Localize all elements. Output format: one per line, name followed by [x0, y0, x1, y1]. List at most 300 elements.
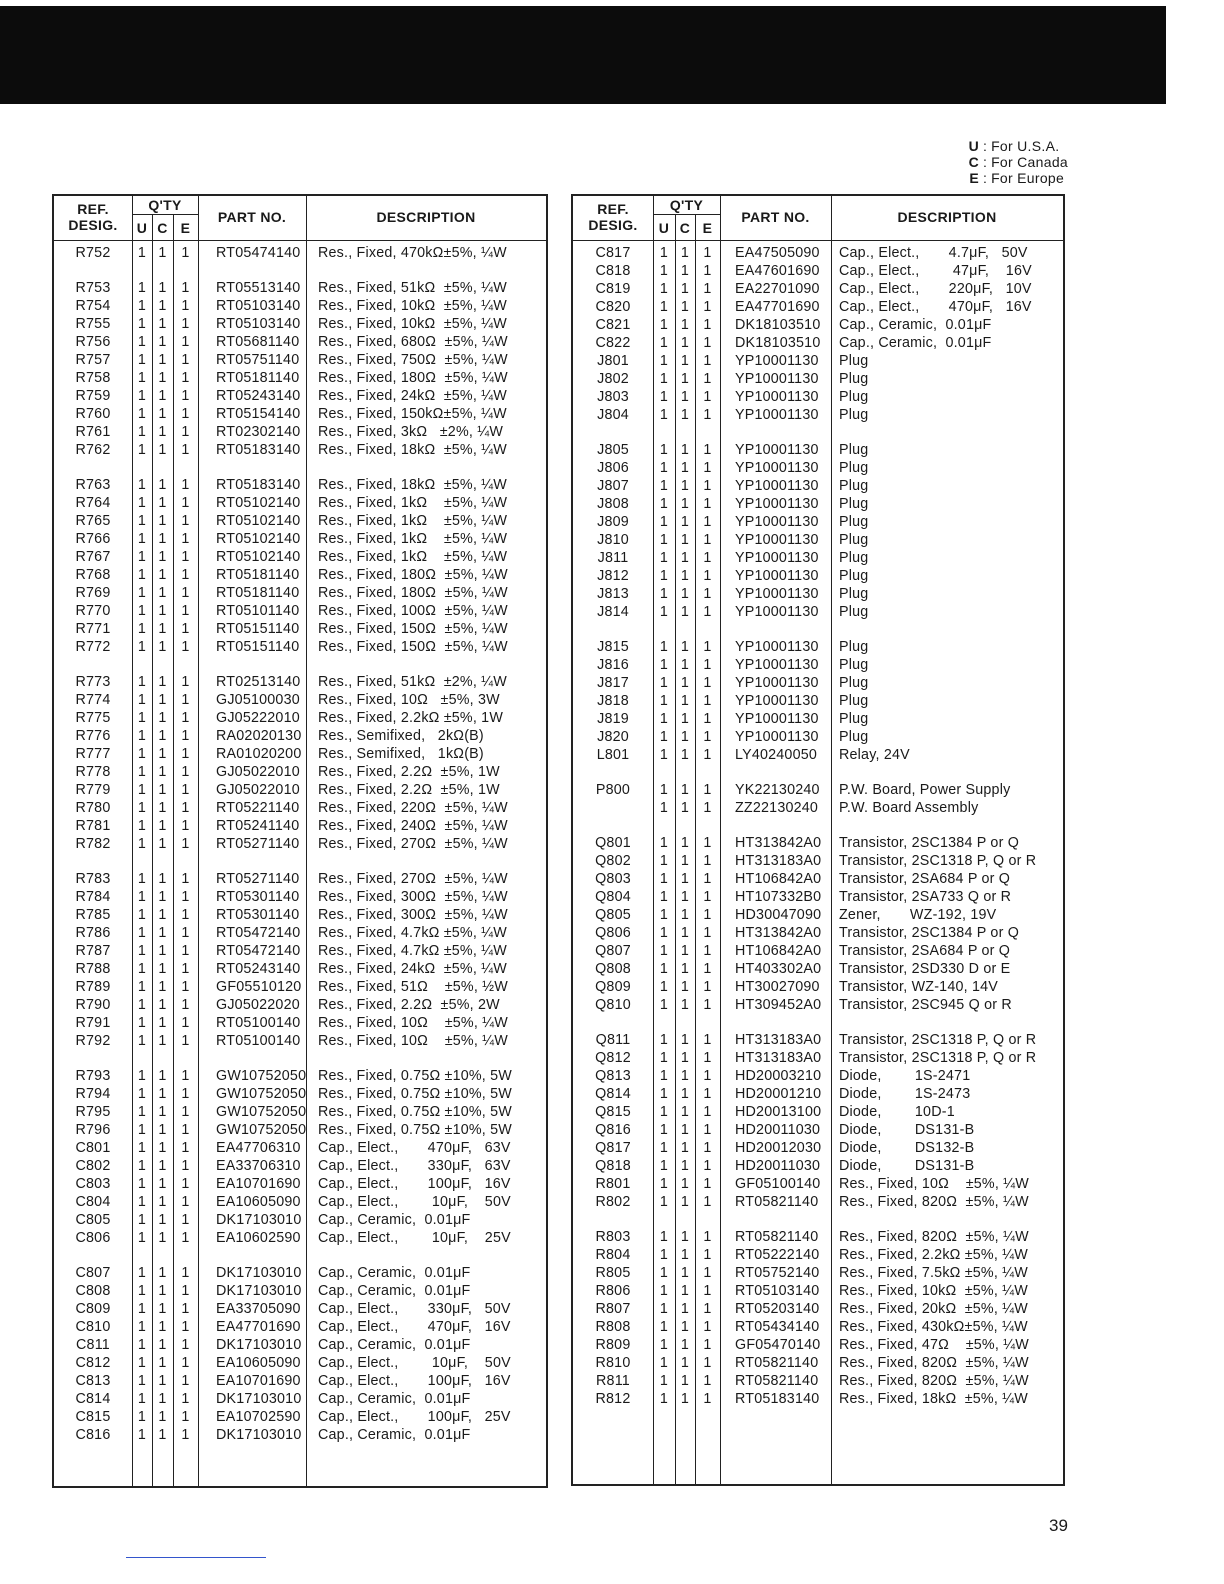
qty-u-cell: 1: [659, 281, 669, 297]
qty-u-cell: 1: [659, 1122, 669, 1138]
qty-e-cell: 1: [703, 245, 712, 261]
qty-c-cell: 1: [680, 1104, 690, 1120]
ref-desig-cell: R781: [75, 818, 111, 834]
qty-u-cell: 1: [137, 567, 147, 583]
description-cell: Res., Fixed, 0.75Ω ±10%, 5W: [318, 1122, 512, 1138]
qty-e-cell: 1: [703, 550, 712, 566]
part-number-cell: DK17103010: [216, 1212, 302, 1228]
table-row: [54, 763, 546, 781]
description-cell: Res., Fixed, 10Ω ±5%, ¼W: [839, 1176, 1029, 1192]
description-header: DESCRIPTION: [897, 209, 997, 225]
table-row: [573, 1300, 1063, 1318]
description-cell: Res., Fixed, 240Ω ±5%, ¼W: [318, 818, 508, 834]
qty-c-cell: 1: [680, 997, 690, 1013]
part-number-cell: RT05100140: [216, 1033, 301, 1049]
description-cell: Plug: [839, 550, 869, 566]
qty-c-cell: 1: [158, 1265, 167, 1281]
description-cell: Res., Fixed, 10Ω ±5%, 3W: [318, 692, 500, 708]
table-row: [573, 781, 1063, 799]
ref-desig-cell: Q815: [595, 1104, 631, 1120]
qty-e-cell: 1: [703, 1086, 712, 1102]
part-number-cell: EA10701690: [216, 1176, 301, 1192]
part-no-header: PART NO.: [217, 209, 287, 225]
qty-e-cell: 1: [703, 281, 712, 297]
qty-c-cell: 1: [158, 352, 167, 368]
ref-desig-cell: R776: [75, 728, 111, 744]
qty-u-cell: 1: [137, 1337, 147, 1353]
qty-u-cell: 1: [659, 657, 669, 673]
ref-desig-cell: J813: [597, 586, 629, 602]
part-number-cell: GJ05022020: [216, 997, 300, 1013]
description-cell: Plug: [839, 675, 869, 691]
qty-u-cell: 1: [659, 961, 669, 977]
description-cell: Cap., Ceramic, 0.01μF: [318, 1265, 471, 1281]
table-row: [573, 1372, 1063, 1390]
qty-u-cell: 1: [137, 513, 147, 529]
part-number-cell: RT05434140: [735, 1319, 820, 1335]
table-row: [54, 745, 546, 763]
ref-desig-cell: J810: [597, 532, 629, 548]
ref-desig-cell: R771: [75, 621, 111, 637]
ref-desig-cell: J805: [597, 442, 629, 458]
qty-u-cell: 1: [659, 1391, 669, 1407]
qty-c-cell: 1: [158, 746, 167, 762]
qty-c-cell: 1: [158, 316, 167, 332]
qty-e-cell: 1: [181, 477, 190, 493]
ref-desig-cell: R786: [75, 925, 111, 941]
part-number-cell: RT05222140: [735, 1247, 820, 1263]
table-row: [54, 1085, 546, 1103]
ref-desig-cell: R774: [75, 692, 111, 708]
table-row: [54, 333, 546, 351]
part-number-cell: RT05102140: [216, 549, 301, 565]
description-cell: Plug: [839, 604, 869, 620]
qty-e-cell: 1: [703, 782, 712, 798]
qty-u-cell: 1: [137, 549, 147, 565]
table-row: [573, 942, 1063, 960]
qty-e-cell: 1: [181, 1409, 190, 1425]
qty-c-cell: 1: [680, 871, 690, 887]
description-cell: Res., Fixed, 180Ω ±5%, ¼W: [318, 567, 508, 583]
qty-e-cell: 1: [181, 424, 190, 440]
description-cell: Res., Fixed, 0.75Ω ±10%, 5W: [318, 1068, 512, 1084]
table-row: [573, 388, 1063, 406]
qty-c-cell: 1: [680, 335, 690, 351]
qty-u-cell: 1: [659, 1301, 669, 1317]
ref-desig-cell: R778: [75, 764, 111, 780]
part-number-cell: LY40240050: [735, 747, 818, 763]
part-number-cell: HT107332B0: [735, 889, 822, 905]
qty-u-cell: 1: [659, 478, 669, 494]
qty-c-cell: 1: [680, 460, 690, 476]
description-cell: Transistor, 2SC1384 P or Q: [839, 835, 1020, 851]
part-number-cell: EA47701690: [735, 299, 820, 315]
table-row: [54, 1372, 546, 1390]
table-row: [54, 476, 546, 494]
table-row: [54, 315, 546, 333]
qty-c-cell: 1: [680, 693, 690, 709]
qty-c-cell: 1: [158, 1373, 167, 1389]
qty-u-cell: 1: [137, 298, 147, 314]
ref-desig-cell: R806: [595, 1283, 631, 1299]
description-cell: Res., Fixed, 1kΩ ±5%, ¼W: [318, 531, 508, 547]
part-number-cell: RT05181140: [216, 370, 300, 386]
ref-desig-cell: Q817: [595, 1140, 631, 1156]
table-row: [573, 1228, 1063, 1246]
ref-desig-cell: J803: [597, 389, 629, 405]
ref-desig-cell: J814: [597, 604, 629, 620]
description-cell: Res., Fixed, 10kΩ ±5%, ¼W: [318, 316, 508, 332]
qty-u-cell: 1: [137, 1194, 147, 1210]
qty-e-cell: 1: [181, 1427, 190, 1443]
part-number-cell: DK17103010: [216, 1337, 302, 1353]
page-number: 39: [1049, 1516, 1068, 1535]
part-number-cell: HT313842A0: [735, 925, 822, 941]
qty-u-cell: 1: [137, 1427, 147, 1443]
qty-e-cell: 1: [703, 1247, 712, 1263]
qty-e-cell: 1: [181, 406, 190, 422]
part-number-cell: RT05243140: [216, 961, 301, 977]
ref-desig-cell: J818: [597, 693, 629, 709]
qty-e-cell: 1: [181, 567, 190, 583]
ref-desig-cell: R764: [75, 495, 111, 511]
ref-desig-header: REF. DESIG.: [588, 201, 638, 233]
table-row: [573, 513, 1063, 531]
qty-e-cell: 1: [181, 1230, 190, 1246]
ref-desig-cell: R759: [75, 388, 111, 404]
qty-u-cell: 1: [137, 674, 147, 690]
qty-header: Q'TY: [148, 197, 182, 213]
qty-c-cell: 1: [680, 1086, 690, 1102]
qty-c-cell: 1: [680, 729, 690, 745]
qty-c-cell: 1: [158, 1355, 167, 1371]
ref-desig-cell: P800: [595, 782, 631, 798]
qty-u-cell: 1: [659, 800, 669, 816]
table-row: [573, 978, 1063, 996]
qty-e-cell: 1: [181, 692, 190, 708]
qty-u-cell: 1: [659, 371, 669, 387]
qty-e-cell: 1: [703, 389, 712, 405]
qty-u-cell: 1: [137, 1265, 147, 1281]
ref-desig-cell: R770: [75, 603, 111, 619]
part-number-cell: HD20001210: [735, 1086, 822, 1102]
legend-row-europe: [965, 170, 1068, 186]
table-row: [573, 477, 1063, 495]
part-number-cell: DK17103010: [216, 1427, 302, 1443]
ref-desig-cell: J807: [597, 478, 629, 494]
table-row: [54, 1318, 546, 1336]
part-number-cell: RT05751140: [216, 352, 300, 368]
qty-e-cell: 1: [181, 997, 190, 1013]
description-cell: Res., Fixed, 430kΩ±5%, ¼W: [839, 1319, 1028, 1335]
description-cell: Transistor, 2SC1384 P or Q: [839, 925, 1020, 941]
qty-e-cell: 1: [181, 1355, 190, 1371]
qty-e-cell: 1: [181, 603, 190, 619]
ref-desig-cell: C804: [75, 1194, 111, 1210]
table-row: [573, 996, 1063, 1014]
table-row: [573, 1067, 1063, 1085]
ref-desig-cell: C821: [595, 317, 631, 333]
part-number-cell: HT313842A0: [735, 835, 822, 851]
qty-e-cell: 1: [181, 1301, 190, 1317]
qty-e-cell: 1: [703, 407, 712, 423]
description-cell: Cap., Elect., 10μF, 50V: [318, 1355, 511, 1371]
qty-u-cell: 1: [659, 1176, 669, 1192]
table-row: [54, 423, 546, 441]
description-cell: Res., Fixed, 150Ω ±5%, ¼W: [318, 639, 508, 655]
qty-c-cell: 1: [680, 889, 690, 905]
description-cell: Zener, WZ-192, 19V: [839, 907, 997, 923]
part-number-cell: GJ05022010: [216, 782, 300, 798]
table-row: [573, 567, 1063, 585]
part-number-cell: RT05101140: [216, 603, 300, 619]
ref-desig-cell: Q818: [595, 1158, 631, 1174]
part-number-cell: YP10001130: [735, 568, 819, 584]
part-number-cell: HD20003210: [735, 1068, 822, 1084]
qty-u-cell: 1: [659, 979, 669, 995]
description-cell: Res., Fixed, 2.2kΩ ±5%, 1W: [318, 710, 504, 726]
table-row: [54, 1282, 546, 1300]
table-row: [573, 1157, 1063, 1175]
table-row: [573, 834, 1063, 852]
qty-e-cell: 1: [181, 925, 190, 941]
qty-u-cell: 1: [137, 1104, 147, 1120]
table-row: [54, 870, 546, 888]
part-number-cell: DK18103510: [735, 317, 821, 333]
qty-u-cell: 1: [137, 1158, 147, 1174]
qty-u-cell: 1: [137, 782, 147, 798]
legend-label: For U.S.A.: [991, 138, 1060, 154]
table-row: [573, 262, 1063, 280]
qty-e-cell: 1: [703, 907, 712, 923]
part-number-cell: HD20011030: [735, 1158, 821, 1174]
qty-c-cell: 1: [158, 1140, 167, 1156]
ref-desig-cell: R795: [75, 1104, 111, 1120]
ref-desig-cell: C801: [75, 1140, 111, 1156]
qty-c-cell: 1: [158, 549, 167, 565]
qty-c-cell: 1: [158, 1104, 167, 1120]
qty-e-cell: 1: [703, 1122, 712, 1138]
description-cell: Cap., Ceramic, 0.01μF: [839, 335, 992, 351]
qty-e-cell: 1: [703, 442, 712, 458]
qty-c-header: C: [157, 220, 168, 236]
part-number-cell: RT05681140: [216, 334, 300, 350]
qty-u-cell: 1: [137, 477, 147, 493]
qty-u-cell: 1: [137, 889, 147, 905]
qty-u-cell: 1: [137, 495, 147, 511]
table-row: [573, 549, 1063, 567]
qty-e-cell: 1: [703, 1283, 712, 1299]
table-row: [573, 280, 1063, 298]
table-row: [54, 996, 546, 1014]
ref-desig-cell: J819: [597, 711, 629, 727]
description-cell: Transistor, 2SC1318 P, Q or R: [839, 1050, 1037, 1066]
qty-c-cell: 1: [680, 657, 690, 673]
qty-e-cell: 1: [703, 299, 712, 315]
description-cell: Cap., Ceramic, 0.01μF: [318, 1337, 471, 1353]
qty-c-cell: 1: [680, 853, 690, 869]
qty-e-cell: 1: [703, 693, 712, 709]
part-number-cell: RT05203140: [735, 1301, 820, 1317]
qty-u-cell: 1: [137, 1391, 147, 1407]
part-number-cell: HD20012030: [735, 1140, 822, 1156]
qty-c-cell: 1: [158, 424, 167, 440]
qty-e-cell: 1: [181, 1283, 190, 1299]
table-row: [54, 602, 546, 620]
qty-c-cell: 1: [158, 334, 167, 350]
qty-e-cell: 1: [703, 889, 712, 905]
qty-c-cell: 1: [680, 281, 690, 297]
qty-u-cell: 1: [137, 764, 147, 780]
qty-e-cell: 1: [703, 871, 712, 887]
ref-desig-cell: R811: [596, 1373, 630, 1389]
description-cell: Res., Fixed, 4.7kΩ ±5%, ¼W: [318, 925, 508, 941]
description-cell: Relay, 24V: [839, 747, 910, 763]
description-cell: Cap., Elect., 470μF, 16V: [839, 299, 1032, 315]
description-cell: Res., Fixed, 0.75Ω ±10%, 5W: [318, 1104, 512, 1120]
table-row: [54, 1139, 546, 1157]
description-cell: Res., Fixed, 2.2Ω ±5%, 1W: [318, 782, 500, 798]
qty-e-cell: 1: [181, 1033, 190, 1049]
table-row: [54, 1229, 546, 1247]
description-cell: Cap., Elect., 330μF, 50V: [318, 1301, 511, 1317]
qty-c-cell: 1: [158, 245, 167, 261]
qty-e-cell: 1: [703, 1176, 712, 1192]
ref-desig-cell: C809: [75, 1301, 111, 1317]
qty-c-cell: 1: [158, 531, 167, 547]
table-row: [573, 459, 1063, 477]
qty-u-cell: 1: [659, 335, 669, 351]
qty-e-cell: 1: [181, 1104, 190, 1120]
description-cell: Res., Fixed, 18kΩ ±5%, ¼W: [318, 477, 508, 493]
qty-e-cell: 1: [703, 961, 712, 977]
qty-e-cell: 1: [703, 1301, 712, 1317]
description-cell: Res., Fixed, 180Ω ±5%, ¼W: [318, 370, 508, 386]
ref-desig-cell: Q807: [595, 943, 631, 959]
ref-desig-cell: Q816: [595, 1122, 631, 1138]
qty-e-cell: 1: [181, 1265, 190, 1281]
qty-c-cell: 1: [680, 1391, 690, 1407]
part-number-cell: EA33706310: [216, 1158, 301, 1174]
table-row: [54, 799, 546, 817]
qty-c-cell: 1: [158, 1301, 167, 1317]
ref-desig-cell: R807: [595, 1301, 631, 1317]
qty-c-cell: 1: [158, 1176, 167, 1192]
part-number-cell: GW10752050: [216, 1122, 307, 1138]
qty-u-cell: 1: [659, 263, 669, 279]
qty-u-cell: 1: [659, 1373, 669, 1389]
qty-u-cell: 1: [659, 1158, 669, 1174]
table-row: [54, 835, 546, 853]
description-cell: Diode, DS131-B: [839, 1158, 975, 1174]
qty-c-cell: 1: [158, 961, 167, 977]
ref-desig-cell: J801: [597, 353, 629, 369]
part-number-cell: DK18103510: [735, 335, 821, 351]
qty-u-cell: 1: [659, 586, 669, 602]
qty-c-cell: 1: [680, 1140, 690, 1156]
description-cell: P.W. Board Assembly: [839, 800, 979, 816]
part-number-cell: EA10605090: [216, 1355, 301, 1371]
qty-e-cell: 1: [703, 853, 712, 869]
table-row: [573, 692, 1063, 710]
ref-desig-cell: C810: [75, 1319, 111, 1335]
ref-desig-cell: Q803: [595, 871, 631, 887]
ref-desig-cell: R752: [75, 245, 111, 261]
part-number-cell: HT313183A0: [735, 1050, 822, 1066]
ref-desig-cell: R784: [75, 889, 111, 905]
qty-u-cell: 1: [659, 639, 669, 655]
description-cell: Cap., Elect., 10μF, 50V: [318, 1194, 511, 1210]
table-row: [54, 1264, 546, 1282]
ref-desig-cell: C818: [595, 263, 631, 279]
ref-desig-cell: R753: [75, 280, 111, 296]
qty-e-cell: 1: [181, 1140, 190, 1156]
description-cell: Res., Fixed, 20kΩ ±5%, ¼W: [839, 1301, 1029, 1317]
table-row: [54, 888, 546, 906]
qty-e-cell: 1: [703, 586, 712, 602]
table-row: [54, 387, 546, 405]
part-number-cell: RT05102140: [216, 513, 301, 529]
qty-e-cell: 1: [703, 1391, 712, 1407]
ref-desig-cell: C803: [75, 1176, 111, 1192]
part-number-cell: EA33705090: [216, 1301, 301, 1317]
ref-desig-cell: R789: [75, 979, 111, 995]
table-row: [54, 494, 546, 512]
ref-desig-cell: C808: [75, 1283, 111, 1299]
qty-u-cell: 1: [137, 1319, 147, 1335]
qty-e-cell: 1: [703, 353, 712, 369]
table-row: [573, 406, 1063, 424]
part-number-cell: RT05102140: [216, 531, 301, 547]
part-number-cell: EA10702590: [216, 1409, 301, 1425]
qty-c-cell: 1: [680, 299, 690, 315]
ref-desig-cell: J802: [597, 371, 629, 387]
ref-desig-cell: C807: [75, 1265, 111, 1281]
table-row: [573, 799, 1063, 817]
part-number-cell: GJ05222010: [216, 710, 300, 726]
ref-desig-cell: R794: [75, 1086, 111, 1102]
table-row: [54, 691, 546, 709]
description-cell: Cap., Elect., 100μF, 16V: [318, 1176, 511, 1192]
qty-c-cell: 1: [158, 1212, 167, 1228]
description-cell: Plug: [839, 442, 869, 458]
qty-e-cell: 1: [181, 728, 190, 744]
part-number-cell: GJ05100030: [216, 692, 300, 708]
description-cell: Plug: [839, 514, 869, 530]
qty-u-cell: 1: [659, 1086, 669, 1102]
part-number-cell: DK17103010: [216, 1265, 302, 1281]
ref-desig-cell: R767: [75, 549, 111, 565]
table-row: [573, 1282, 1063, 1300]
table-row: [573, 334, 1063, 352]
qty-u-cell: 1: [659, 729, 669, 745]
qty-c-cell: 1: [158, 871, 167, 887]
qty-e-cell: 1: [703, 1265, 712, 1281]
qty-u-cell: 1: [137, 1176, 147, 1192]
ref-desig-cell: C802: [75, 1158, 111, 1174]
description-cell: Cap., Elect., 330μF, 63V: [318, 1158, 511, 1174]
qty-c-cell: 1: [158, 406, 167, 422]
description-cell: Cap., Ceramic, 0.01μF: [318, 1427, 471, 1443]
part-number-cell: GW10752050: [216, 1086, 307, 1102]
qty-c-cell: 1: [680, 675, 690, 691]
qty-e-cell: 1: [703, 1373, 712, 1389]
ref-desig-header: REF. DESIG.: [68, 201, 118, 233]
qty-u-cell: 1: [659, 871, 669, 887]
part-number-cell: RT05183140: [216, 477, 301, 493]
description-cell: Cap., Ceramic, 0.01μF: [318, 1283, 471, 1299]
qty-c-cell: 1: [158, 639, 167, 655]
